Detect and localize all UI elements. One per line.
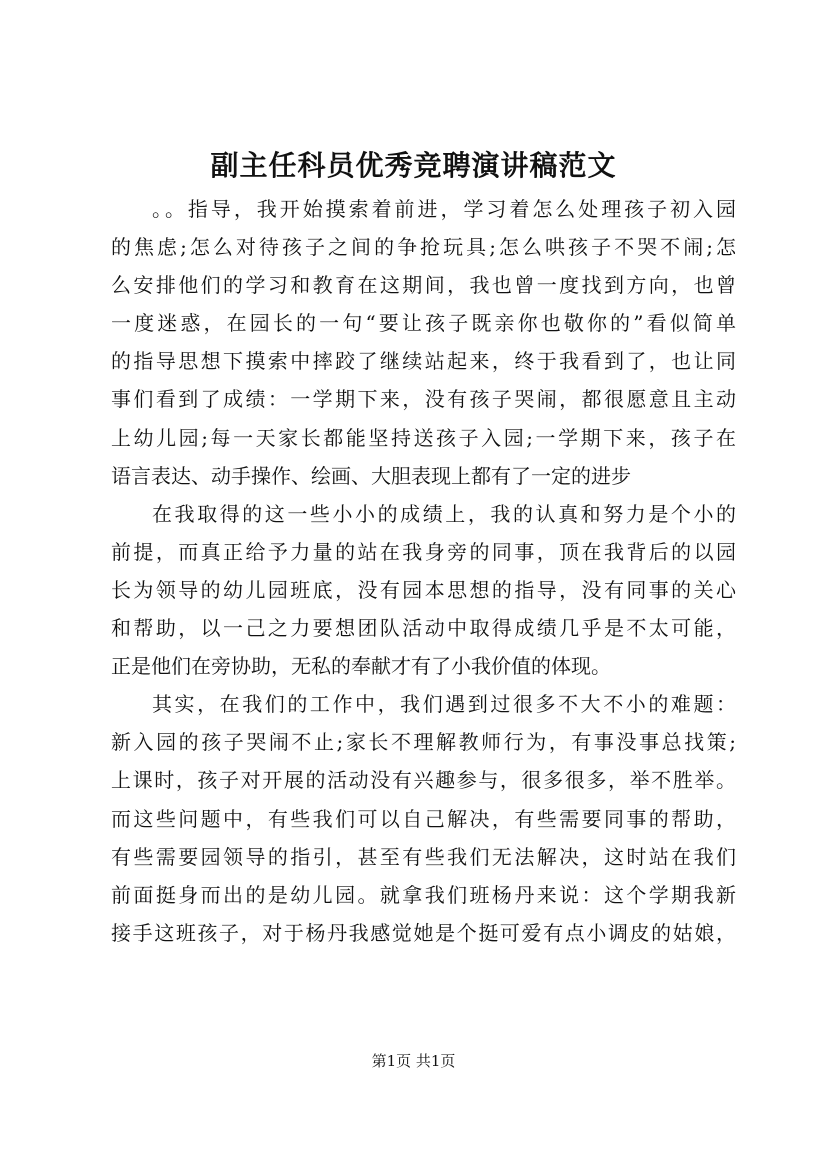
text-line: 前提，而真正给予力量的站在我身旁的同事，顶在我背后的以园	[111, 539, 736, 564]
text-line: 正是他们在旁协助，无私的奉献才有了小我价值的体现。	[111, 654, 611, 679]
text-line: 和帮助，以一己之力要想团队活动中取得成绩几乎是不太可能，	[111, 616, 736, 641]
document-title: 副主任科员优秀竞聘演讲稿范文	[210, 149, 617, 182]
text-line: 新入园的孩子哭闹不止;家长不理解教师行为，有事没事总找策;	[111, 730, 736, 755]
text-line: 的指导思想下摸索中摔跤了继续站起来，终于我看到了，也让同	[111, 349, 736, 374]
document-body	[111, 190, 736, 952]
text-line: 其实，在我们的工作中，我们遇到过很多不大不小的难题：	[152, 692, 736, 717]
text-line: 一度迷惑，在园长的一句“要让孩子既亲你也敬你的”看似简单	[111, 311, 736, 336]
text-line: 上幼儿园;每一天家长都能坚持送孩子入园;一学期下来，孩子在	[111, 425, 736, 450]
text-line: 接手这班孩子，对于杨丹我感觉她是个挺可爱有点小调皮的姑娘，	[111, 920, 736, 945]
text-line: 么安排他们的学习和教育在这期间，我也曾一度找到方向，也曾	[111, 273, 736, 298]
text-line: 而这些问题中，有些我们可以自己解决，有些需要同事的帮助，	[111, 806, 736, 831]
text-line: 语言表达、动手操作、绘画、大胆表现上都有了一定的进步	[111, 463, 631, 488]
text-line: 前面挺身而出的是幼儿园。就拿我们班杨丹来说：这个学期我新	[111, 882, 736, 907]
text-line: 事们看到了成绩：一学期下来，没有孩子哭闹，都很愿意且主动	[111, 387, 736, 412]
text-line: 。。指导，我开始摸索着前进，学习着怎么处理孩子初入园	[152, 197, 736, 221]
text-line: 长为领导的幼儿园班底，没有园本思想的指导，没有同事的关心	[111, 577, 736, 602]
text-line: 的焦虑;怎么对待孩子之间的争抢玩具;怎么哄孩子不哭不闹;怎	[111, 235, 736, 260]
text-line: 上课时，孩子对开展的活动没有兴趣参与，很多很多，举不胜举。	[111, 768, 736, 793]
page-footer: 第1页 共1页	[371, 1052, 456, 1070]
text-line: 有些需要园领导的指引，甚至有些我们无法解决，这时站在我们	[111, 844, 736, 869]
text-line: 在我取得的这一些小小的成绩上，我的认真和努力是个小的	[152, 501, 736, 526]
